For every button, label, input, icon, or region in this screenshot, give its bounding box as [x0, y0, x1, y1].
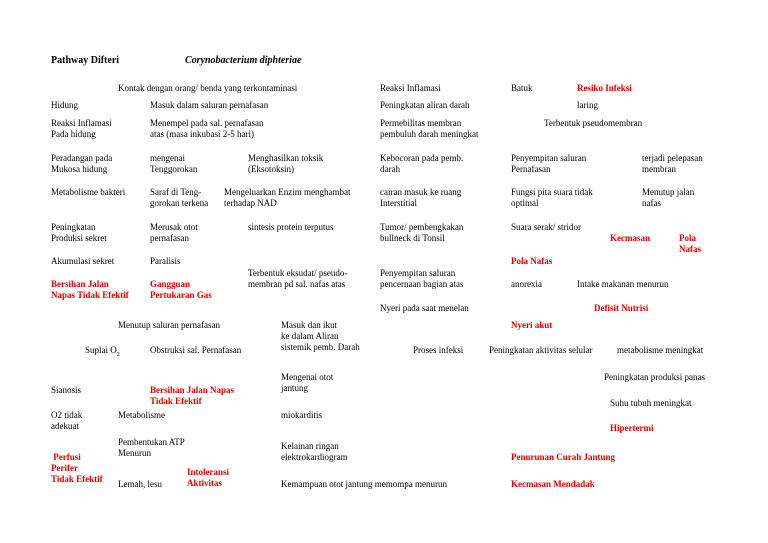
node-suplai-o2: Suplai $O_2$ [85, 345, 120, 358]
node-terbentuk-eksudat: Terbentuk eksudat/ pseudo- membran pd sal. nafas atas [248, 268, 348, 289]
node-reaksi-inflamasi: Reaksi Inflamasi [380, 83, 441, 93]
node-peningkatan-aktivitas-selular: Peningkatan aktivitas selular [489, 345, 593, 355]
node-fungsi-pita-suara: Fungsi pita suara tidak optimal [511, 187, 593, 208]
node-peningkatan-aliran-darah: Peningkatan aliran darah [380, 100, 470, 110]
node-menutup-jalan-nafas: Menutup jalan nafas [642, 187, 695, 208]
node-batuk: Batuk [511, 83, 533, 93]
diagnosis-pola-nafas: Pola Nafas [679, 233, 701, 254]
node-mengenai-otot-jantung: Mengenai otot jantung [281, 372, 334, 393]
node-metabolisme: Metabolisme [118, 410, 165, 420]
node-peradangan: Peradangan pada Mukosa hidung [51, 153, 113, 174]
node-suhu-tubuh: Suhu tubuh meningkat [610, 398, 692, 408]
node-peningkatan-produksi-sekret: Peningkatan Produksi sekret [51, 222, 107, 243]
node-anorexia: anorexia [511, 279, 542, 289]
node-produksi-panas: Peningkatan produksi panas [604, 372, 705, 382]
node-masuk-aliran: Masuk dan ikut ke dalam Aliran sistemik pemb. Darah [281, 320, 360, 352]
diagnosis-intoleransi-aktivitas: Intoleransi Aktivitas [187, 467, 230, 488]
node-saraf: Saraf di Teng- gorokan terkena [150, 187, 209, 208]
node-kemampuan-otot-jantung: Kemampuan otot jantung memompa menurun [281, 479, 447, 489]
diagnosis-perfusi-perifer: Perfusi Perifer Tidak Efektif [51, 452, 103, 484]
node-mengeluarkan-enzim: Mengeluarkan Enzim menghambat terhadap NAD [224, 187, 351, 208]
node-pelepasan-membran: terjadi pelepasan membran [642, 153, 703, 174]
node-merusak-otot: Merusak otot pernafasan [150, 222, 198, 243]
diagnosis-kecemasan-mendadak: Kecmasan Mendadak [511, 479, 595, 489]
node-hidung: Hidung [51, 100, 78, 110]
node-kelainan-ekg: Kelainan ringan elektrokardiogram [281, 441, 348, 462]
node-pseudomembran: Terbentuk pseudomembran [544, 118, 643, 128]
node-menempel: Menempel pada sal. pernafasan atas (masa inkubasi 2-5 hari) [150, 118, 264, 139]
node-akumulasi-sekret: Akumulasi sekret [51, 256, 115, 266]
diagnosis-nyeri-akut: Nyeri akut [511, 320, 553, 330]
node-metabolisme-meningkat: metabolisme meningkat [617, 345, 704, 355]
node-intake-makanan: Intake makanan menurun [577, 279, 669, 289]
node-mengenai-tenggorokan: mengenai Tenggorokan [150, 153, 198, 174]
node-miokarditis: miokarditis [281, 410, 322, 420]
node-laring: laring [577, 100, 598, 110]
node-suara-serak: Suara serak/ stridor [511, 222, 581, 232]
organism-name: Corynobacterium diphteriae [185, 55, 302, 66]
node-paralisis: Paralisis [150, 256, 181, 266]
node-pembentukan-atp: Pembentukan ATP Menurun [118, 437, 185, 458]
diagnosis-kecemasan: Kecmasan [610, 233, 650, 243]
node-kontak: Kontak dengan orang/ benda yang terkontaminasi [118, 83, 298, 93]
diagnosis-defisit-nutrisi: Defisit Nutrisi [594, 303, 649, 313]
diagnosis-bersihan-jalan-napas-2: Bersihan Jalan Napas Tidak Efektif [150, 385, 235, 406]
node-penyempitan-pencernaan: Penyempitan saluran pencernaan bagian atas [380, 268, 464, 289]
node-sintesis-protein: sintesis protein terputus [248, 222, 334, 232]
node-tumor: Tumor/ pembengkakan bullneck di Tonsil [380, 222, 464, 243]
node-sianosis: Sianosis [51, 385, 82, 395]
diagnosis-gangguan-pertukaran-gas: Gangguan Pertukaran Gas [150, 279, 212, 300]
node-permeabilitas: Permebilitas membran pembuluh darah meningkat [380, 118, 479, 139]
node-menghasilkan-toksik: Menghasilkan toksik (Eksotoksin) [248, 153, 324, 174]
diagnosis-bersihan-jalan-napas: Bersihan Jalan Napas Tidak Efektif [51, 279, 129, 300]
node-penyempitan-saluran-pernafasan: Penyempitan saluran Pernafasan [511, 153, 587, 174]
node-reaksi-inflamasi-hidung: Reaksi Inflamasi Pada hidung [51, 118, 112, 139]
node-cairan-interstitial: cairan masuk ke ruang Interstitial [380, 187, 462, 208]
diagnosis-pola-nafas-2: Pola Nafas [511, 256, 553, 266]
node-proses-infeksi: Proses infeksi [413, 345, 464, 355]
diagnosis-hipertermi: Hipertermi [610, 423, 654, 433]
document-title: Pathway Difteri [51, 55, 120, 66]
node-lemah-lesu: Lemah, lesu [118, 479, 162, 489]
node-obstruksi: Obstruksi sal. Pernafasan [150, 345, 242, 355]
node-metabolisme-bakteri: Metabolisme bakteri [51, 187, 126, 197]
node-menutup-saluran: Menutup saluran pernafasan [118, 320, 220, 330]
node-o2-tidak-adekuat: O2 tidak adekuat [51, 410, 83, 431]
node-kebocoran: Kebocoran pada pemb. darah [380, 153, 464, 174]
node-masuk-saluran: Masuk dalam saluran pernafasan [150, 100, 269, 110]
node-nyeri-menelan: Nyeri pada saat menelan [380, 303, 469, 313]
diagnosis-penurunan-curah-jantung: Penurunan Curah Jantung [511, 452, 616, 462]
diagnosis-resiko-infeksi: Resiko Infeksi [577, 83, 632, 93]
